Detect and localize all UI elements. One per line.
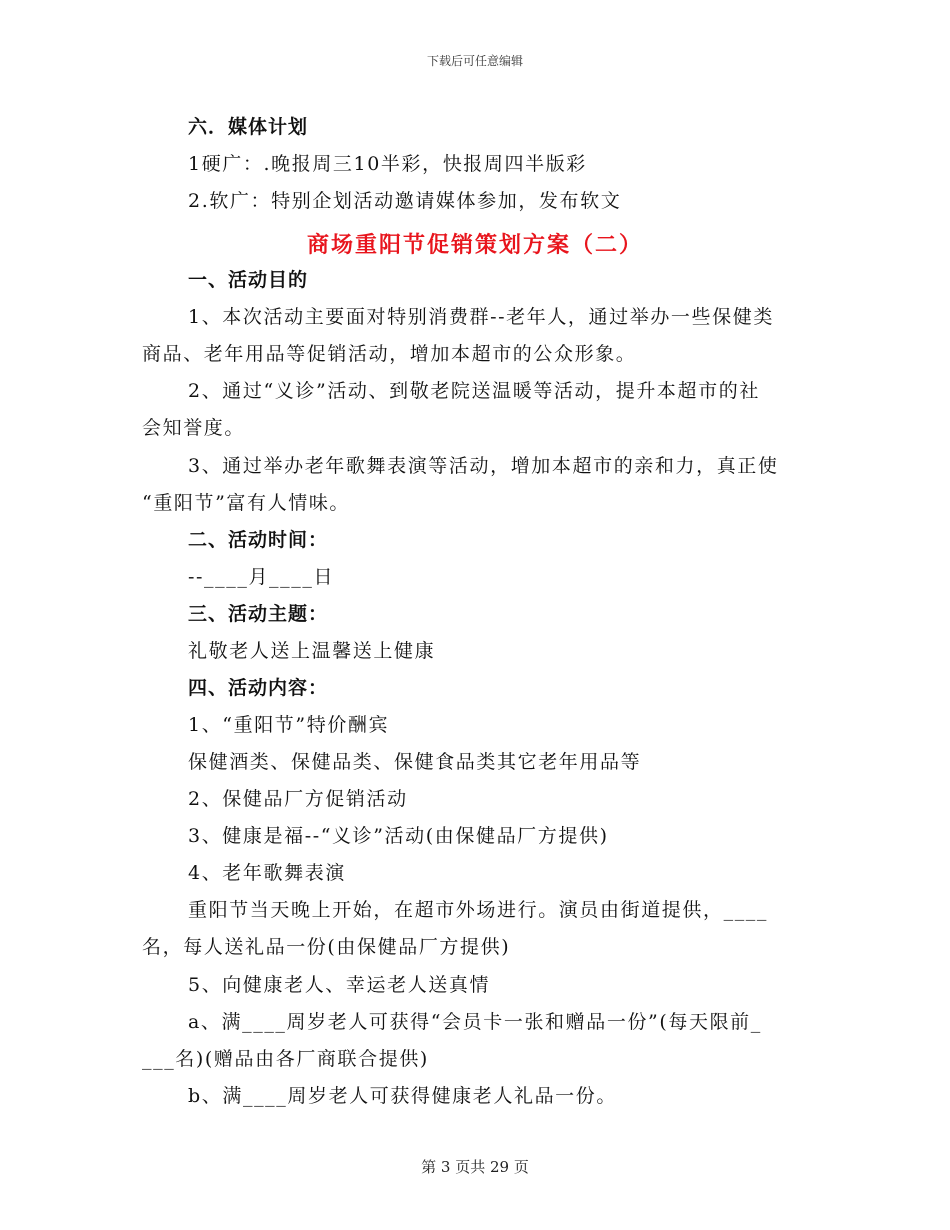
page-footer: 第 3 页共 29 页 xyxy=(421,1158,529,1176)
paragraph-line: 2、通过“义诊”活动、到敬老院送温暖等活动，提升本超市的社 xyxy=(188,380,760,402)
paragraph-line: 商品、老年用品等促销活动，增加本超市的公众形象。 xyxy=(142,343,637,365)
document-title: 商场重阳节促销策划方案（二） xyxy=(306,233,643,258)
paragraph-line: 2.软广：特别企划活动邀请媒体参加，发布软文 xyxy=(188,190,622,212)
section-heading-content: 四、活动内容： xyxy=(188,677,329,699)
paragraph-line: 名，每人送礼品一份(由保健品厂方提供) xyxy=(142,936,511,958)
paragraph-line: --____月____日 xyxy=(188,566,335,588)
paragraph-line: 1硬广：.晚报周三10半彩，快报周四半版彩 xyxy=(188,153,587,175)
paragraph-line: 1、本次活动主要面对特别消费群--老年人，通过举办一些保健类 xyxy=(188,306,774,328)
section-heading-theme: 三、活动主题： xyxy=(188,603,329,625)
section-heading-purpose: 一、活动目的 xyxy=(188,269,309,291)
section-heading-media-plan: 六．媒体计划 xyxy=(188,116,309,138)
page-header: 下载后可任意编辑 xyxy=(426,54,523,68)
paragraph-line: 2、保健品厂方促销活动 xyxy=(188,788,408,810)
paragraph-line: ___名)(赠品由各厂商联合提供) xyxy=(142,1048,429,1070)
paragraph-line: 保健酒类、保健品类、保健食品类其它老年用品等 xyxy=(188,751,642,773)
paragraph-line: a、满____周岁老人可获得“会员卡一张和赠品一份”(每天限前_ xyxy=(188,1011,762,1033)
paragraph-line: 1、“重阳节”特价酬宾 xyxy=(188,714,390,736)
paragraph-line: 4、老年歌舞表演 xyxy=(188,862,346,884)
paragraph-line: 礼敬老人送上温馨送上健康 xyxy=(188,640,436,662)
paragraph-line: 5、向健康老人、幸运老人送真情 xyxy=(188,974,491,996)
paragraph-line: 会知誉度。 xyxy=(142,417,246,439)
paragraph-line: 重阳节当天晚上开始，在超市外场进行。演员由街道提供，____ xyxy=(188,899,769,921)
section-heading-time: 二、活动时间： xyxy=(188,529,329,551)
paragraph-line: 3、健康是福--“义诊”活动(由保健品厂方提供) xyxy=(188,825,609,847)
paragraph-line: 3、通过举办老年歌舞表演等活动，增加本超市的亲和力，真正使 xyxy=(188,455,779,477)
paragraph-line: b、满____周岁老人可获得健康老人礼品一份。 xyxy=(188,1085,617,1107)
paragraph-line: “重阳节”富有人情味。 xyxy=(142,492,351,514)
